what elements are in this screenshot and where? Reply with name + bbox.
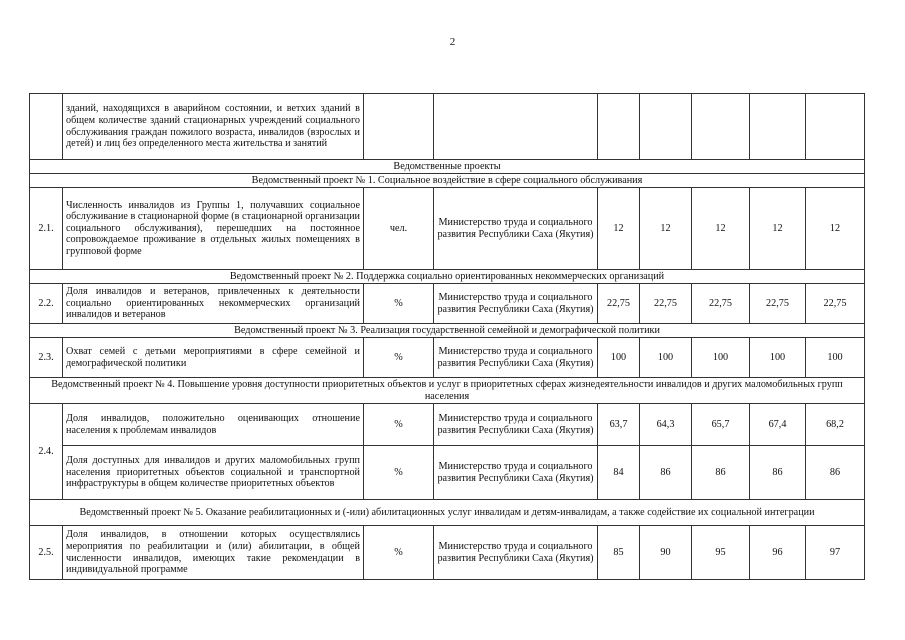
project-title-row — [30, 270, 865, 284]
responsible-cell: Министерство труда и социального развития Республики Саха (Якутия) — [434, 338, 598, 378]
value-cell: 12 — [750, 188, 806, 270]
indicator-description: Охват семей с детьми мероприятиями в сфере семейной и демографической политики — [63, 338, 364, 378]
value-cell: 100 — [640, 338, 692, 378]
value-cell: 100 — [806, 338, 865, 378]
value-cell: 97 — [806, 526, 865, 580]
value-cell: 86 — [640, 446, 692, 500]
unit-cell: % — [364, 446, 434, 500]
project-title: Ведомственный проект № 3. Реализация государственной семейной и демографической политики — [30, 324, 865, 338]
value-cell: 95 — [692, 526, 750, 580]
unit-cell: % — [364, 338, 434, 378]
value-cell: 86 — [750, 446, 806, 500]
responsible-cell: Министерство труда и социального развития Республики Саха (Якутия) — [434, 526, 598, 580]
value-cell: 90 — [640, 526, 692, 580]
indicator-description: Доля доступных для инвалидов и других маломобильных групп населения приоритетных объектов социальной и транспортной инфраструктуры в общем количестве приоритетных объектов — [63, 446, 364, 500]
value-cell: 12 — [640, 188, 692, 270]
value-cell: 86 — [692, 446, 750, 500]
responsible-cell: Министерство труда и социального развития Республики Саха (Якутия) — [434, 284, 598, 324]
responsible-cell — [434, 94, 598, 160]
unit-cell: чел. — [364, 188, 434, 270]
value-cell: 63,7 — [598, 404, 640, 446]
value-cell: 22,75 — [806, 284, 865, 324]
project-title: Ведомственный проект № 2. Поддержка социально ориентированных некоммерческих организаций — [30, 270, 865, 284]
table-row — [30, 446, 865, 500]
project-title-row — [30, 324, 865, 338]
value-cell: 22,75 — [598, 284, 640, 324]
table-row — [30, 284, 865, 324]
responsible-cell: Министерство труда и социального развития Республики Саха (Якутия) — [434, 446, 598, 500]
project-title-row — [30, 500, 865, 526]
row-number-cell: 2.3. — [30, 338, 63, 378]
responsible-cell: Министерство труда и социального развития Республики Саха (Якутия) — [434, 404, 598, 446]
indicator-description: Численность инвалидов из Группы 1, получавших социальное обслуживание в стационарной форме (в стационарной организации социального обслуживания), перешедших на постоянное сопровождаемое проживание в отдельных жилых помещениях в групповой форме — [63, 188, 364, 270]
value-cell: 22,75 — [692, 284, 750, 324]
section-header-row — [30, 160, 865, 174]
project-title: Ведомственный проект № 5. Оказание реабилитационных и (-или) абилитационных услуг инвалидам и детям-инвалидам, а также содействие их социальной интеграции — [30, 500, 865, 526]
row-number-cell: 2.5. — [30, 526, 63, 580]
indicator-description: Доля инвалидов, положительно оценивающих отношение населения к проблемам инвалидов — [63, 404, 364, 446]
table-row — [30, 338, 865, 378]
indicator-description: Доля инвалидов и ветеранов, привлеченных к деятельности социально ориентированных некоммерческих организаций инвалидов и ветеранов — [63, 284, 364, 324]
table-row — [30, 188, 865, 270]
value-cell — [692, 94, 750, 160]
project-title: Ведомственный проект № 1. Социальное воздействие в сфере социального обслуживания — [30, 174, 865, 188]
responsible-cell: Министерство труда и социального развития Республики Саха (Якутия) — [434, 188, 598, 270]
project-title-row — [30, 174, 865, 188]
value-cell: 100 — [692, 338, 750, 378]
value-cell: 12 — [598, 188, 640, 270]
table-row — [30, 94, 865, 160]
row-number-cell: 2.2. — [30, 284, 63, 324]
value-cell: 96 — [750, 526, 806, 580]
value-cell: 100 — [598, 338, 640, 378]
value-cell — [750, 94, 806, 160]
value-cell: 86 — [806, 446, 865, 500]
project-title-row — [30, 378, 865, 404]
value-cell: 12 — [806, 188, 865, 270]
value-cell: 84 — [598, 446, 640, 500]
table-row — [30, 526, 865, 580]
page-number: 2 — [449, 36, 456, 48]
value-cell: 68,2 — [806, 404, 865, 446]
indicators-table — [29, 93, 865, 580]
indicator-description: зданий, находящихся в аварийном состоянии, и ветхих зданий в общем количестве зданий стационарных учреждений социального обслуживания граждан пожилого возраста, инвалидов (взрослых и детей) и лиц без определенного места жительства и занятий — [63, 94, 364, 160]
value-cell: 85 — [598, 526, 640, 580]
unit-cell: % — [364, 404, 434, 446]
value-cell: 67,4 — [750, 404, 806, 446]
unit-cell: % — [364, 526, 434, 580]
value-cell: 65,7 — [692, 404, 750, 446]
value-cell — [598, 94, 640, 160]
indicator-description: Доля инвалидов, в отношении которых осуществлялись мероприятия по реабилитации и (или) абилитации, в общей численности инвалидов, имеющих такие рекомендации в индивидуальной программе — [63, 526, 364, 580]
project-title: Ведомственный проект № 4. Повышение уровня доступности приоритетных объектов и услуг в приоритетных сферах жизнедеятельности инвалидов и других маломобильных групп населения — [30, 378, 865, 404]
value-cell: 12 — [692, 188, 750, 270]
value-cell — [640, 94, 692, 160]
unit-cell — [364, 94, 434, 160]
value-cell: 22,75 — [750, 284, 806, 324]
value-cell: 22,75 — [640, 284, 692, 324]
row-number-cell — [30, 94, 63, 160]
table-row — [30, 404, 865, 446]
section-header: Ведомственные проекты — [30, 160, 865, 174]
value-cell — [806, 94, 865, 160]
row-number-cell: 2.1. — [30, 188, 63, 270]
unit-cell: % — [364, 284, 434, 324]
value-cell: 64,3 — [640, 404, 692, 446]
value-cell: 100 — [750, 338, 806, 378]
row-number-cell: 2.4. — [30, 404, 63, 500]
